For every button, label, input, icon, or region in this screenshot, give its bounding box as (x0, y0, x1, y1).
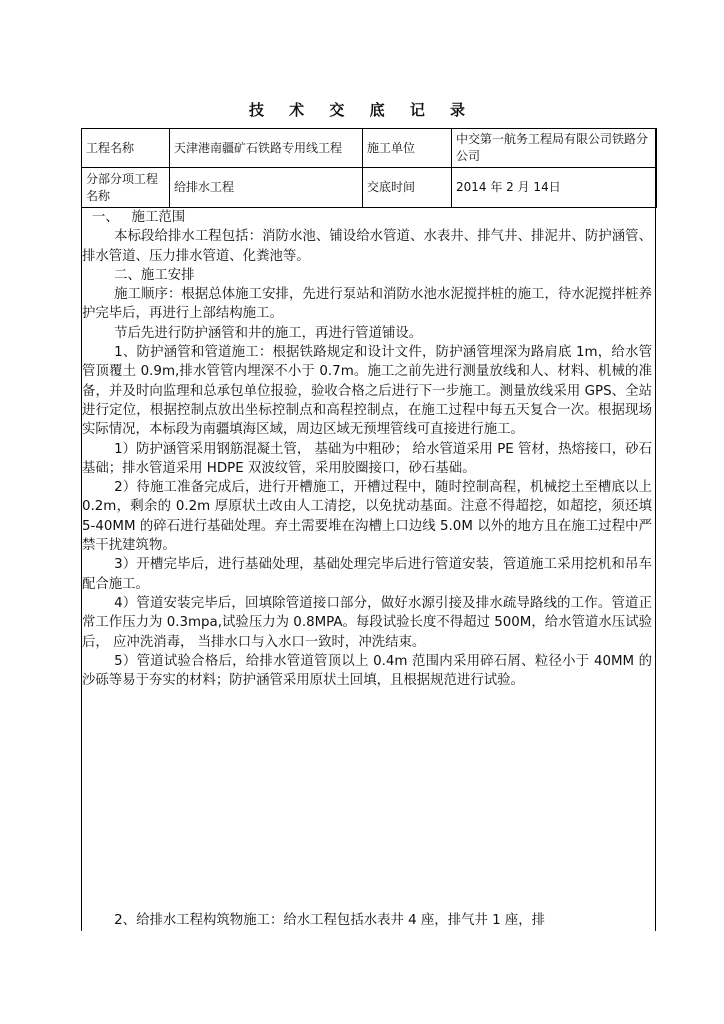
construction-unit-label: 施工单位 (363, 129, 452, 168)
paragraph: 4）管道安装完毕后，回填除管道接口部分，做好水源引接及排水疏导路线的工作。管道正常工作压力为 0.3mpa,试验压力为 0.8MPA。每段试验长度不得超过 500M，给水管道水压试验后， 应冲洗消毒， 当排水口与入水口一致时，冲洗结束。 (82, 595, 652, 650)
record-body (82, 208, 652, 690)
project-name-label: 工程名称 (82, 129, 170, 168)
section-heading-arrangement: 二、施工安排 (114, 267, 195, 283)
paragraph: 2）待施工准备完成后，进行开槽施工，开槽过程中，随时控制高程，机械挖土至槽底以上 0.2m，剩余的 0.2m 厚原状土改由人工清挖，以免扰动基面。注意不得超挖，如超挖，须还填 5-40MM 的碎石进行基础处理。弃土需要堆在沟槽上口边线 5.0M 以外的地方且在施工过程中严禁干扰建筑物。 (82, 480, 652, 554)
paragraph: 本标段给排水工程包括：消防水池、铺设给水管道、水表井、排气井、排泥井、防护涵管、排水管道、压力排水管道、化粪池等。 (82, 229, 652, 264)
paragraph: 1）防护涵管采用钢筋混凝土管， 基础为中粗砂； 给水管道采用 PE 管材，热熔接口，砂石基础；排水管道采用 HDPE 双波纹管，采用胶圈接口，砂石基础。 (82, 441, 652, 476)
section-heading-scope: 一、 施工范围 (92, 210, 186, 225)
sub-project-value: 给排水工程 (170, 168, 363, 208)
project-name-value: 天津港南疆矿石铁路专用线工程 (170, 129, 363, 168)
paragraph: 施工顺序：根据总体施工安排，先进行泵站和消防水池水泥搅拌桩的施工，待水泥搅拌桩养护完毕后，再进行上部结构施工。 (82, 287, 652, 322)
info-table (81, 128, 657, 208)
construction-unit-value: 中交第一航务工程局有限公司铁路分公司 (452, 129, 657, 168)
paragraph: 节后先进行防护涵管和井的施工，再进行管道铺设。 (114, 325, 423, 341)
paragraph: 5）管道试验合格后，给排水管道管顶以上 0.4m 范围内采用碎石屑、粒径小于 40MM 的沙砾等易于夯实的材料；防护涵管采用原状土回填，且根据规范进行试验。 (82, 653, 652, 689)
page-title: 技 术 交 底 记 录 (248, 101, 476, 119)
paragraph: 1、防护涵管和管道施工：根据铁路规定和设计文件，防护涵管埋深为路肩底 1m，给水管管顶覆土 0.9m,排水管管内埋深不小于 0.7m。施工之前先进行测量放线和人、材料、机械的准备，并及时向监理和总承包单位报验，验收合格之后进行下一步施工。测量放线采用 GPS、全站进行定位，根据控制点放出坐标控制点和高程控制点，在施工过程中每五天复合一次。根据现场实际情况，本标段为南疆填海区域，周边区域无预埋管线可直接进行施工。 (82, 345, 652, 438)
info-row-1 (82, 129, 657, 168)
paragraph-structures: 2、给排水工程构筑物施工：给水工程包括水表井 4 座，排气井 1 座，排 (114, 913, 546, 928)
handover-time-label: 交底时间 (363, 168, 452, 208)
sub-project-label: 分部分项工程名称 (82, 168, 170, 208)
paragraph: 3）开槽完毕后，进行基础处理，基础处理完毕后进行管道安装，管道施工采用挖机和吊车配合施工。 (82, 557, 652, 592)
handover-time-value: 2014 年 2 月 14日 (452, 168, 657, 208)
info-row-2 (82, 168, 657, 208)
